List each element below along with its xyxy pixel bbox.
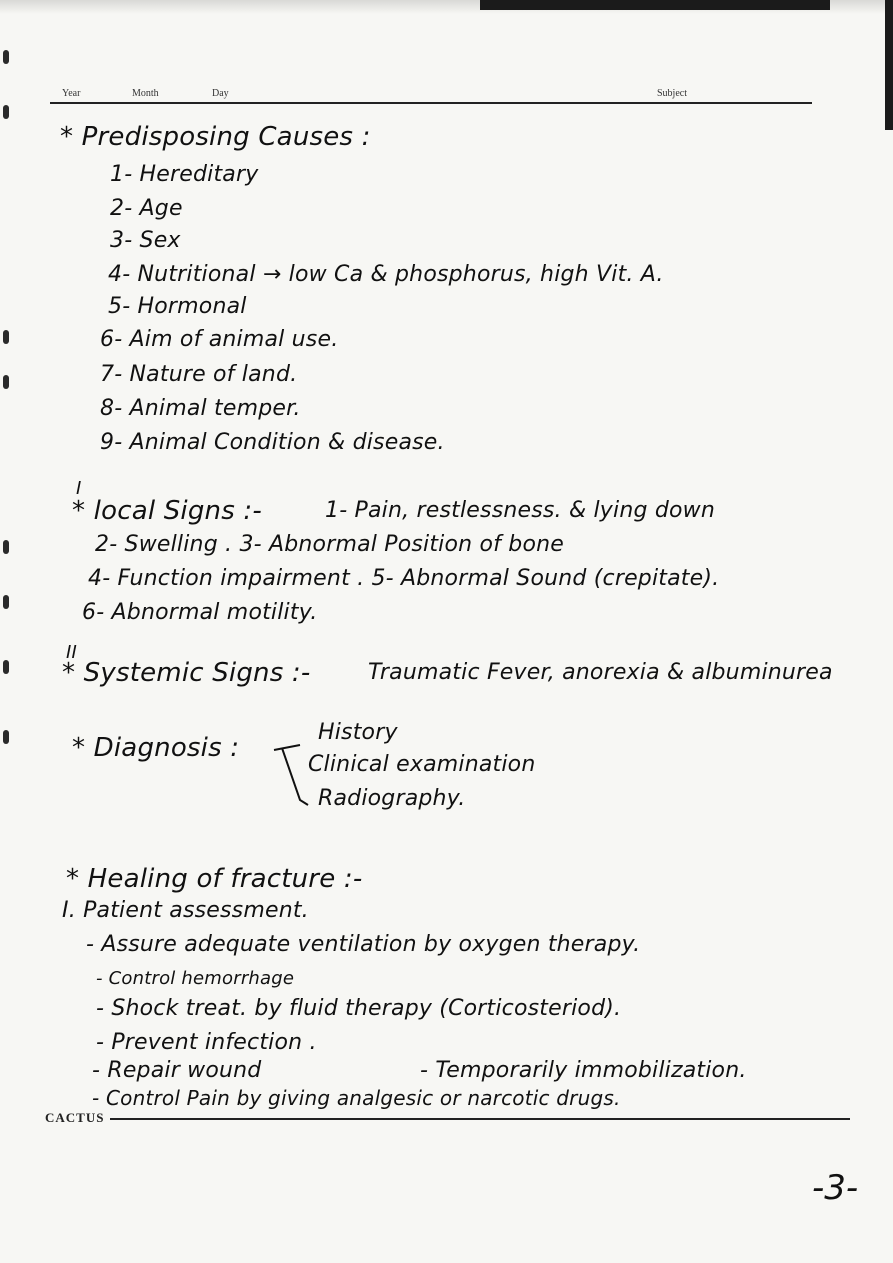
- local-signs-line: 1- Pain, restlessness. & lying down: [325, 498, 716, 523]
- healing-item: - Assure adequate ventilation by oxygen therapy.: [86, 932, 641, 957]
- systemic-signs-text: Traumatic Fever, anorexia & albuminurea: [368, 660, 833, 685]
- local-signs-line: 2- Swelling . 3- Abnormal Position of bone: [95, 532, 564, 557]
- predisposing-title: * Predisposing Causes :: [60, 122, 371, 152]
- page-number: -3-: [812, 1168, 859, 1208]
- predisposing-item: 8- Animal temper.: [100, 396, 301, 421]
- local-signs-numeral: I: [76, 478, 82, 499]
- local-signs-line: 4- Function impairment . 5- Abnormal Sound (crepitate).: [88, 566, 720, 591]
- local-signs-line: 6- Abnormal motility.: [82, 600, 318, 625]
- year-label: Year: [62, 88, 81, 99]
- predisposing-item: 7- Nature of land.: [100, 362, 298, 387]
- healing-item: - Prevent infection .: [96, 1030, 317, 1055]
- predisposing-item: 2- Age: [110, 196, 183, 221]
- diagnosis-item: Radiography.: [318, 786, 466, 811]
- healing-item: - Control Pain by giving analgesic or narcotic drugs.: [92, 1086, 621, 1110]
- diagnosis-title: * Diagnosis :: [72, 733, 240, 763]
- systemic-signs-numeral: II: [66, 642, 78, 663]
- systemic-signs-title: * Systemic Signs :-: [62, 658, 311, 688]
- subject-label: Subject: [657, 88, 687, 99]
- predisposing-item: 4- Nutritional → low Ca & phosphorus, high Vit. A.: [108, 262, 664, 287]
- local-signs-title: * local Signs :-: [72, 496, 262, 526]
- healing-item: - Control hemorrhage: [96, 968, 295, 989]
- predisposing-item: 1- Hereditary: [110, 162, 259, 187]
- healing-item: - Shock treat. by fluid therapy (Corticosteriod).: [96, 996, 622, 1021]
- footer-rule: [110, 1118, 850, 1120]
- healing-side-item: - Temporarily immobilization.: [420, 1058, 747, 1083]
- predisposing-item: 5- Hormonal: [108, 294, 247, 319]
- predisposing-item: 9- Animal Condition & disease.: [100, 430, 445, 455]
- diagnosis-item: History: [318, 720, 398, 745]
- healing-item: - Repair wound: [92, 1058, 262, 1083]
- healing-title: * Healing of fracture :-: [66, 864, 363, 894]
- month-label: Month: [132, 88, 159, 99]
- day-label: Day: [212, 88, 229, 99]
- predisposing-item: 6- Aim of animal use.: [100, 327, 339, 352]
- predisposing-item: 3- Sex: [110, 228, 181, 253]
- healing-subtitle: I. Patient assessment.: [62, 898, 309, 923]
- diagnosis-item: Clinical examination: [308, 752, 536, 777]
- footer-brand: CACTUS: [45, 1110, 105, 1125]
